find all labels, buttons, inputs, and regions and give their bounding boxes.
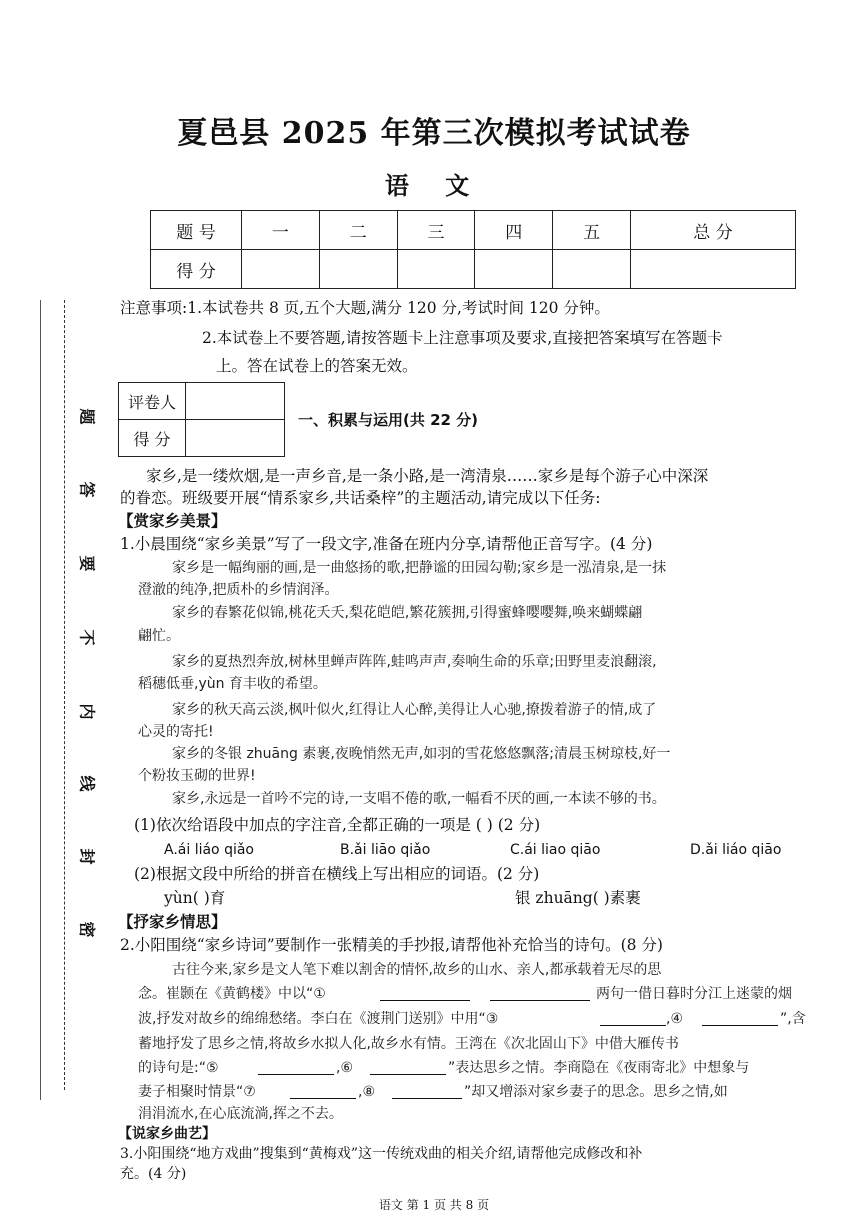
binding-char-3: 要 — [77, 555, 97, 572]
q2-line-3c: ”,含 — [780, 1011, 806, 1027]
passage-line-5: 家乡的夏热烈奔放,树林里蝉声阵阵,蛙鸣声声,奏响生命的乐章;田野里麦浪翻滚, — [172, 654, 657, 670]
blank-8[interactable] — [392, 1098, 462, 1099]
blank-3[interactable] — [600, 1025, 666, 1026]
passage-line-3: 家乡的春繁花似锦,桃花夭夭,梨花皑皑,繁花簇拥,引得蜜蜂嘤嘤舞,唤来蝴蝶翩 — [172, 605, 643, 621]
notes-line-3: 上。答在试卷上的答案无效。 — [216, 357, 418, 375]
question-3-line-2: 充。(4 分) — [120, 1166, 187, 1182]
option-d[interactable]: D.ǎi liáo qiāo — [690, 842, 782, 858]
blank-7[interactable] — [290, 1098, 356, 1099]
passage-line-7: 家乡的秋天高云淡,枫叶似火,红得让人心醉,美得让人心驰,撩拨着游子的情,成了 — [172, 702, 657, 718]
score-cell[interactable] — [319, 250, 397, 289]
score-header-label: 题 号 — [151, 211, 242, 250]
binding-dashed-line — [64, 300, 65, 1090]
question-1-2: (2)根据文段中所给的拼音在横线上写出相应的词语。(2 分) — [134, 865, 540, 883]
blank-2[interactable] — [490, 1000, 590, 1001]
score-header-5: 五 — [553, 211, 631, 250]
score-cell[interactable] — [397, 250, 475, 289]
q2-line-6c: ”却又增添对家乡妻子的思念。思乡之情,如 — [464, 1084, 728, 1100]
passage-line-8: 心灵的寄托! — [138, 724, 214, 740]
heading-feelings: 【抒家乡情思】 — [118, 912, 227, 931]
passage-line-10: 个粉妆玉砌的世界! — [138, 768, 256, 784]
subject-title: 语 文 — [384, 171, 484, 200]
score-header-2: 二 — [319, 211, 397, 250]
q2-line-6a: 妻子相聚时情景“⑦ — [138, 1084, 256, 1100]
passage-line-1: 家乡是一幅绚丽的画,是一曲悠扬的歌,把静谧的田园勾勒;家乡是一泓清泉,是一抹 — [172, 560, 667, 576]
grader-reviewer-label: 评卷人 — [119, 383, 186, 420]
intro-line-2: 的眷恋。班级要开展“情系家乡,共话桑梓”的主题活动,请完成以下任务: — [120, 489, 601, 507]
binding-solid-line — [40, 300, 41, 1100]
binding-char-6: 线 — [77, 775, 97, 792]
question-1: 1.小晨围绕“家乡美景”写了一段文字,准备在班内分享,请帮他正音写字。(4 分) — [120, 535, 653, 553]
score-cell[interactable] — [475, 250, 553, 289]
score-cell[interactable] — [553, 250, 631, 289]
option-a[interactable]: A.ái liáo qiǎo — [164, 842, 254, 858]
question-2: 2.小阳围绕“家乡诗词”要制作一张精美的手抄报,请帮他补充恰当的诗句。(8 分) — [120, 936, 663, 954]
grader-score-cell[interactable] — [186, 420, 285, 457]
score-header-4: 四 — [475, 211, 553, 250]
passage-line-2: 澄澈的纯净,把质朴的乡情润泽。 — [138, 582, 339, 598]
score-row-label: 得 分 — [151, 250, 242, 289]
notes-line-1: 注意事项:1.本试卷共 8 页,五个大题,满分 120 分,考试时间 120 分钟。 — [120, 299, 610, 317]
heading-scenery: 【赏家乡美景】 — [118, 511, 227, 530]
q2-line-2a: 念。崔颢在《黄鹤楼》中以“① — [138, 986, 326, 1002]
binding-char-1: 题 — [77, 408, 97, 425]
passage-line-9: 家乡的冬银 zhuāng 素裹,夜晚悄然无声,如羽的雪花悠悠飘落;清晨玉树琼枝,好一 — [172, 746, 671, 762]
binding-char-7: 封 — [77, 848, 97, 865]
page-footer: 语文 第 1 页 共 8 页 — [378, 1198, 490, 1212]
option-b[interactable]: B.ǎi liāo qiǎo — [340, 842, 431, 858]
exam-title: 夏邑县 2025 年第三次模拟考试试卷 — [177, 116, 691, 151]
q2-line-7: 涓涓流水,在心底流淌,挥之不去。 — [138, 1106, 343, 1122]
passage-line-11: 家乡,永远是一首吟不完的诗,一支唱不倦的歌,一幅看不厌的画,一本读不够的书。 — [172, 791, 666, 807]
notes-line-2: 2.本试卷上不要答题,请按答题卡上注意事项及要求,直接把答案填写在答题卡 — [202, 329, 723, 347]
blank-1[interactable] — [380, 1000, 470, 1001]
score-header-total: 总 分 — [630, 211, 795, 250]
binding-char-8: 密 — [77, 921, 97, 938]
intro-line-1: 家乡,是一缕炊烟,是一声乡音,是一条小路,是一湾清泉……家乡是每个游子心中深深 — [146, 467, 709, 485]
section-1-title: 一、积累与运用(共 22 分) — [298, 411, 479, 429]
q2-line-5a: 的诗句是:“⑤ — [138, 1060, 219, 1076]
binding-char-4: 不 — [77, 629, 97, 646]
score-cell[interactable] — [630, 250, 795, 289]
q2-line-5b: ,⑥ — [336, 1060, 354, 1076]
score-table — [150, 210, 796, 289]
blank-4[interactable] — [702, 1025, 778, 1026]
heading-opera: 【说家乡曲艺】 — [118, 1126, 216, 1142]
answer-blank-yun[interactable]: yùn( )育 — [164, 889, 226, 907]
blank-6[interactable] — [370, 1074, 446, 1075]
binding-char-2: 答 — [77, 481, 97, 498]
question-1-1: (1)依次给语段中加点的字注音,全都正确的一项是 ( ) (2 分) — [134, 816, 541, 834]
grader-table — [118, 382, 285, 457]
question-3-line-1: 3.小阳围绕“地方戏曲”搜集到“黄梅戏”这一传统戏曲的相关介绍,请帮他完成修改和补 — [120, 1146, 643, 1162]
answer-blank-zhuang[interactable]: 银 zhuāng( )素裹 — [515, 889, 641, 907]
q2-line-6b: ,⑧ — [358, 1084, 376, 1100]
passage-line-4: 翩忙。 — [138, 628, 180, 644]
passage-line-6: 稻穗低垂,yùn 育丰收的希望。 — [138, 676, 327, 692]
q2-line-2b: 两句一借日暮时分江上迷蒙的烟 — [596, 986, 792, 1002]
q2-line-3b: ,④ — [666, 1011, 684, 1027]
score-cell[interactable] — [242, 250, 320, 289]
binding-char-5: 内 — [77, 703, 97, 720]
score-header-1: 一 — [242, 211, 320, 250]
q2-line-3a: 波,抒发对故乡的绵绵愁绪。李白在《渡荆门送别》中用“③ — [138, 1011, 499, 1027]
score-header-3: 三 — [397, 211, 475, 250]
grader-reviewer-cell[interactable] — [186, 383, 285, 420]
q2-line-4: 蓄地抒发了思乡之情,将故乡水拟人化,故乡水有情。王湾在《次北固山下》中借大雁传书 — [138, 1036, 679, 1052]
option-c[interactable]: C.ái liao qiāo — [510, 842, 601, 858]
blank-5[interactable] — [258, 1074, 334, 1075]
q2-line-1: 古往今来,家乡是文人笔下难以割舍的情怀,故乡的山水、亲人,都承载着无尽的思 — [172, 962, 662, 978]
q2-line-5c: ”表达思乡之情。李商隐在《夜雨寄北》中想象与 — [448, 1060, 750, 1076]
grader-score-label: 得 分 — [119, 420, 186, 457]
